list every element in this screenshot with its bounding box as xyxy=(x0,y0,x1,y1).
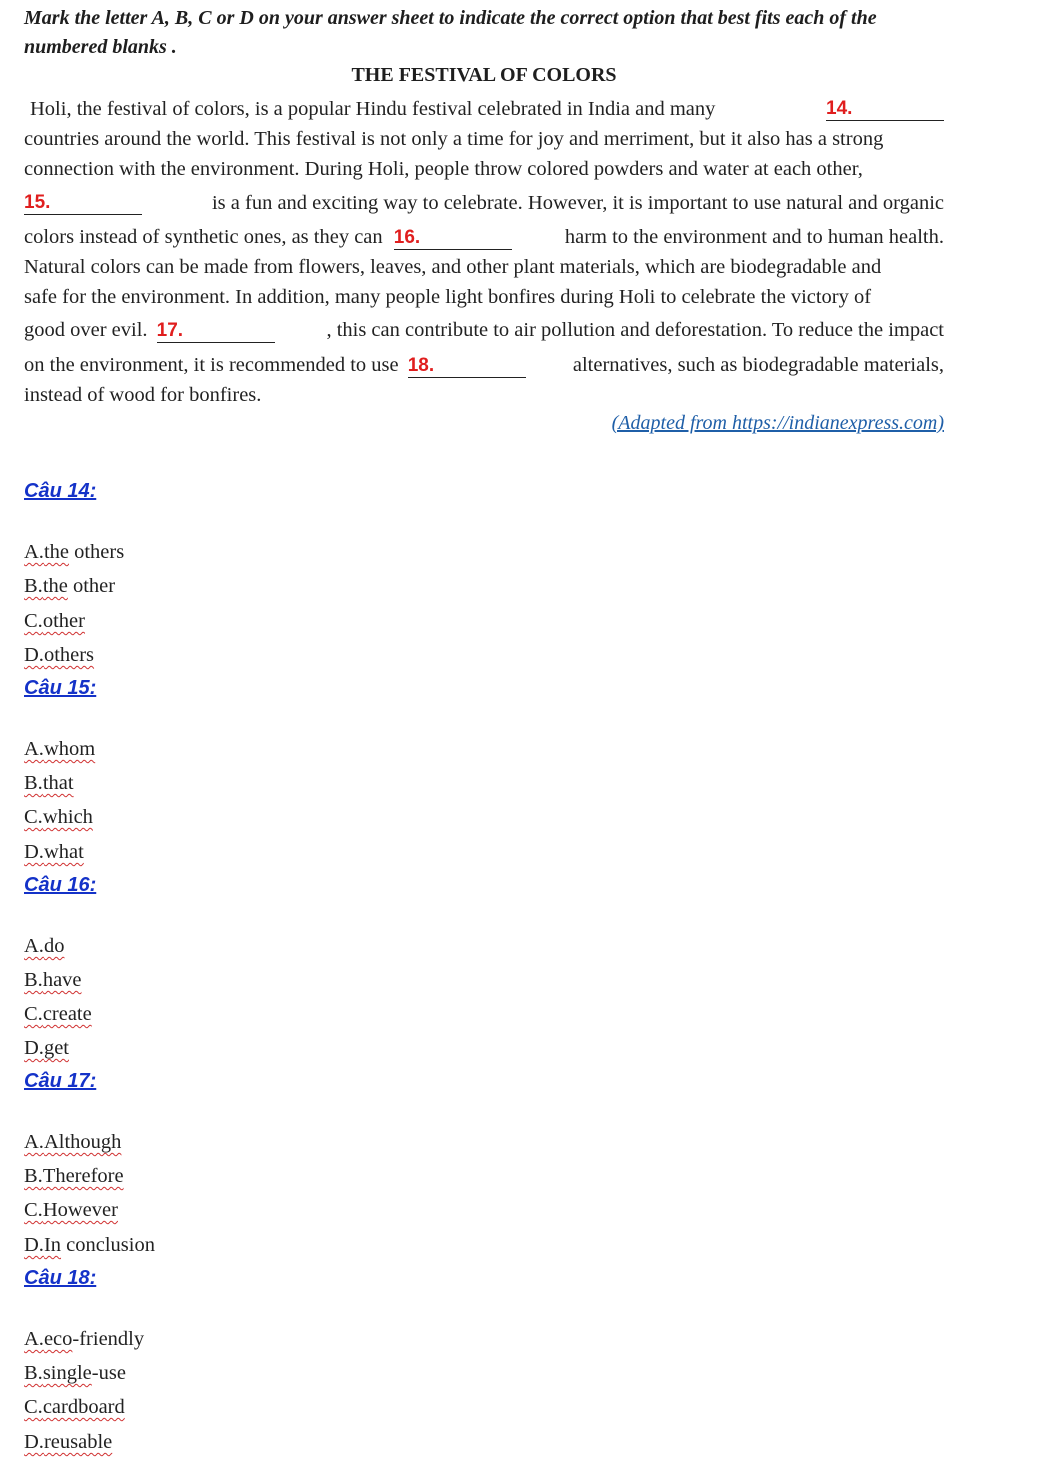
passage-line-8 xyxy=(24,319,944,343)
question-label-15: Câu 15: xyxy=(24,677,97,699)
passage-line-10 xyxy=(24,384,944,407)
passage-line-5 xyxy=(24,226,944,250)
passage-text: alternatives, such as biodegradable materials, xyxy=(572,354,944,376)
passage-text: instead of wood for bonfires. xyxy=(24,384,262,406)
option-17-c[interactable]: C.However xyxy=(24,1199,118,1221)
passage-text: connection with the environment. During Holi, people throw colored powders and water at each other, xyxy=(24,158,863,180)
passage-text: Natural colors can be made from flowers, leaves, and other plant materials, which are biodegradable and xyxy=(24,256,882,278)
passage-text: harm to the environment and to human health. xyxy=(564,226,944,248)
option-15-b[interactable]: B.that xyxy=(24,772,74,794)
option-17-d[interactable]: D.In conclusion xyxy=(24,1234,155,1256)
passage-title: THE FESTIVAL OF COLORS xyxy=(351,64,617,86)
option-16-d[interactable]: D.get xyxy=(24,1037,69,1059)
passage-text: countries around the world. This festival is not only a time for joy and merriment, but it also has a strong xyxy=(24,128,884,150)
blank-16: 16. xyxy=(394,227,512,250)
option-18-d[interactable]: D.reusable xyxy=(24,1431,113,1453)
question-label-16: Câu 16: xyxy=(24,874,97,896)
instruction-text: Mark the letter A, B, C or D on your answer sheet to indicate the correct option that best fits each of the numbered blanks . xyxy=(24,7,877,58)
passage-text: colors instead of synthetic ones, as they can xyxy=(24,226,383,248)
passage-text: good over evil. xyxy=(24,319,148,341)
blank-17: 17. xyxy=(157,320,275,343)
question-label-18: Câu 18: xyxy=(24,1267,97,1289)
passage-text: Holi, the festival of colors, is a popular Hindu festival celebrated in India and many xyxy=(30,98,716,120)
option-17-b[interactable]: B.Therefore xyxy=(24,1165,124,1187)
passage-text: safe for the environment. In addition, many people light bonfires during Holi to celebrate the victory of xyxy=(24,286,872,308)
blank-15: 15. xyxy=(24,192,142,215)
option-14-b[interactable]: B.the other xyxy=(24,575,116,597)
option-16-a[interactable]: A.do xyxy=(24,935,65,957)
option-18-b[interactable]: B.single-use xyxy=(24,1362,126,1384)
passage-line-4 xyxy=(24,192,944,215)
passage-text: is a fun and exciting way to celebrate. However, it is important to use natural and organic xyxy=(211,192,944,214)
blank-14: 14. xyxy=(826,98,944,121)
option-14-d[interactable]: D.others xyxy=(24,644,95,666)
passage-line-2 xyxy=(24,128,944,151)
option-15-c[interactable]: C.which xyxy=(24,806,93,828)
passage-line-6 xyxy=(24,256,944,279)
option-17-a[interactable]: A.Although xyxy=(24,1131,122,1153)
option-16-b[interactable]: B.have xyxy=(24,969,82,991)
option-15-a[interactable]: A.whom xyxy=(24,738,96,760)
passage-line-7 xyxy=(24,286,944,309)
blank-18: 18. xyxy=(408,355,526,378)
passage-text: on the environment, it is recommended to use xyxy=(24,354,399,376)
passage-line-3 xyxy=(24,158,944,181)
question-label-17: Câu 17: xyxy=(24,1070,97,1092)
option-18-a[interactable]: A.eco-friendly xyxy=(24,1328,145,1350)
passage-line-9 xyxy=(24,354,944,378)
source-link[interactable]: (Adapted from https://indianexpress.com) xyxy=(611,412,944,434)
passage-line-1 xyxy=(24,98,944,121)
option-14-c[interactable]: C.other xyxy=(24,610,85,632)
passage-text: , this can contribute to air pollution and deforestation. To reduce the impact xyxy=(326,319,944,341)
question-label-14: Câu 14: xyxy=(24,480,97,502)
option-14-a[interactable]: A.the others xyxy=(24,541,125,563)
option-15-d[interactable]: D.what xyxy=(24,841,84,863)
option-16-c[interactable]: C.create xyxy=(24,1003,92,1025)
option-18-c[interactable]: C.cardboard xyxy=(24,1396,125,1418)
